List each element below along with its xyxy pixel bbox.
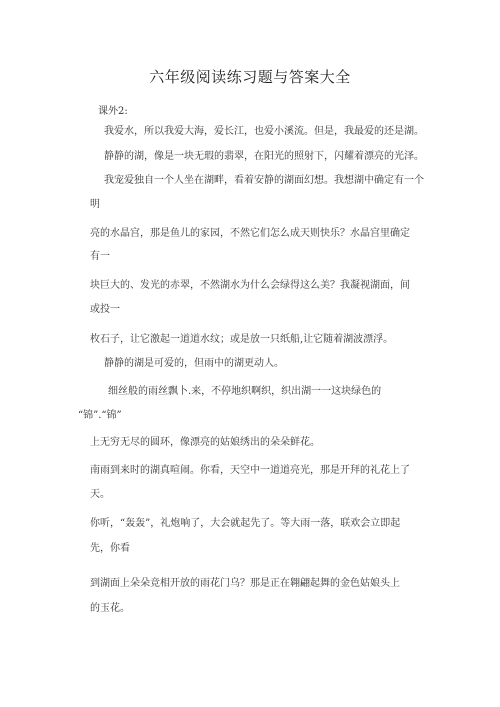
- text-line: 亮的水晶宫，那是鱼儿的家园，不然它们怎么成天则快乐？水晶宫里确定: [90, 228, 410, 239]
- text-line: 块巨大的、发光的赤翠，不然湖水为什么会绿得这么美？我凝视湖面，间: [90, 280, 410, 291]
- text-line: 细丝般的雨丝飘卜.来，不停地织啊织，织出湖一一这块绿色的: [108, 386, 382, 397]
- text-line: 或投一: [90, 304, 120, 315]
- text-line: 我爱水，所以我爱大海，爱长江，也爱小溪流。但是，我最爱的还是湖。: [104, 126, 424, 137]
- text-line: 先，你看: [90, 543, 130, 554]
- text-line: 枚石子，让它激起一道道水纹；或是放一只纸船,让它随着湖波漂浮。: [90, 334, 394, 345]
- text-line: 静静的湖，像是一块无瑕的翡翠，在阳光的照射下，闪耀着漂亮的光泽。: [104, 151, 424, 162]
- text-line: 上无穷无尽的圆环，像漂亮的姑娘绣出的朵朵鲜花。: [90, 437, 320, 448]
- page-title: 六年级阅读练习题与答案大全: [149, 68, 351, 86]
- text-line: 我宠爱独自一个人坐在湖畔，看着安静的湖面幻想。我想湖中确定有一个: [104, 175, 424, 186]
- text-line: 你听，“轰轰”，礼炮响了，大会就起先了。等大雨一落，联欢会立即起: [90, 518, 401, 529]
- text-line: 静静的湖是可爱的，但雨中的湖更动人。: [104, 358, 284, 369]
- text-line: 的玉花。: [90, 603, 130, 614]
- text-line: 有一: [90, 251, 110, 262]
- text-line: 明: [90, 199, 100, 210]
- text-line: “锦”.“锦”: [78, 410, 122, 421]
- text-line: 到湖面上朵朵竞相开放的雨花门乌？那是正在翱翩起舞的金色姑娘头上: [90, 578, 400, 589]
- section-label: 课外2:: [98, 106, 128, 117]
- text-line: 天。: [90, 489, 110, 500]
- text-line: 南雨到来时的湖真喧闹。你看，天空中一道道亮光，那是开拜的礼花上了: [90, 465, 410, 476]
